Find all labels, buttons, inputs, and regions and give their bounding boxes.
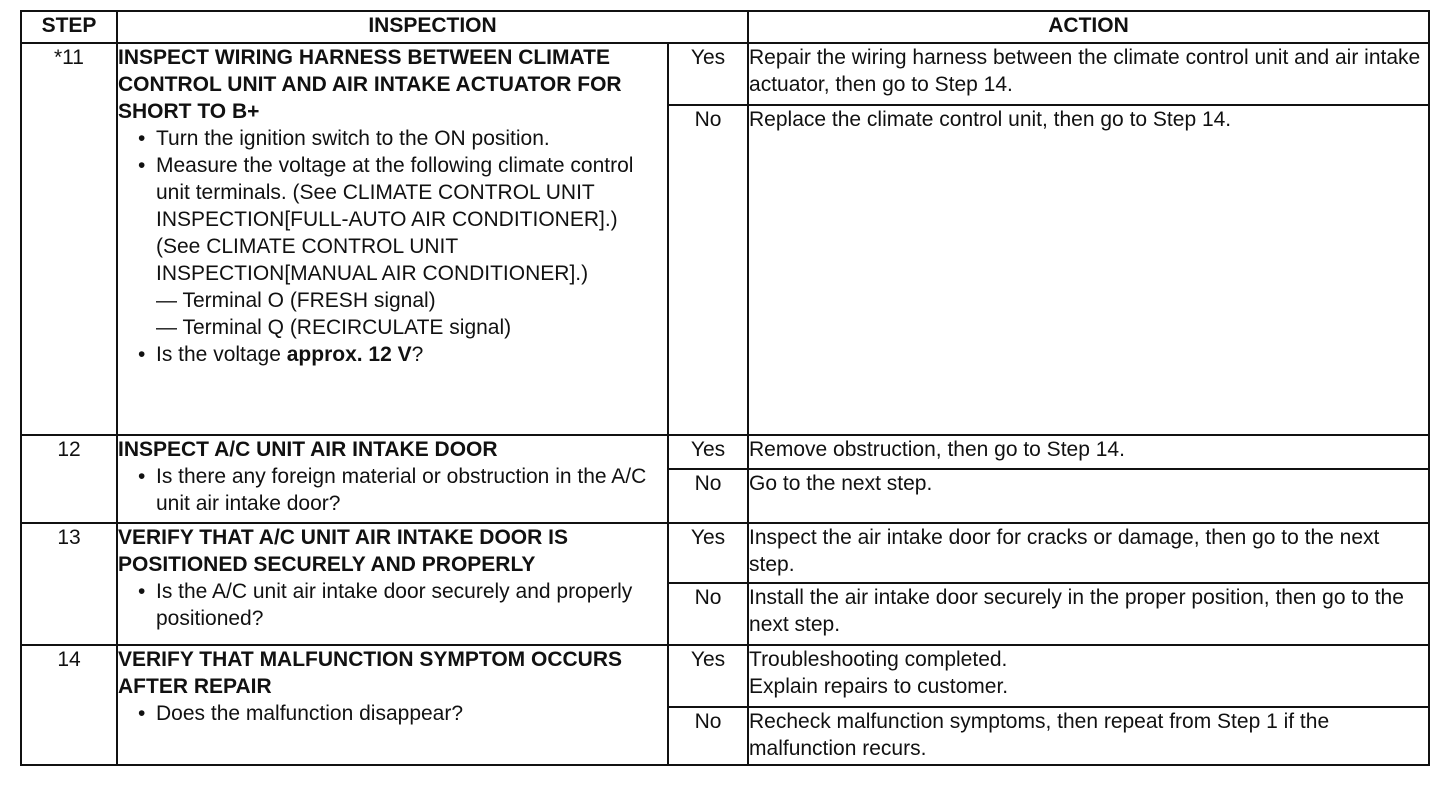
inspection-header: INSPECTION: [117, 11, 748, 43]
header-row: [21, 11, 1429, 43]
yes-label: Yes: [668, 43, 748, 105]
terminal-q-line: — Terminal Q (RECIRCULATE signal): [156, 316, 512, 339]
bullet-text: Measure the voltage at the following climate control unit terminals. (See CLIMATE CONTROL UNIT INSPECTION[FULL-AUTO AIR CONDITIONER].) (See CLIMATE CONTROL UNIT INSPECTION[MANUAL AIR CONDITIONER].): [156, 154, 634, 285]
step-number: 12: [21, 435, 117, 523]
bullet-item: [138, 341, 667, 368]
inspection-cell: [117, 43, 668, 435]
inspection-bullets: [118, 463, 667, 517]
terminal-o-line: — Terminal O (FRESH signal): [156, 289, 436, 312]
yes-label: Yes: [668, 523, 748, 583]
inspection-bullets: [118, 125, 667, 368]
yes-action-line: Explain repairs to customer.: [749, 675, 1009, 698]
no-action: Install the air intake door securely in the proper position, then go to the next step.: [748, 583, 1429, 645]
bullet-item: • Is there any foreign material or obstruction in the A/C unit air intake door?: [138, 463, 667, 517]
no-action: Go to the next step.: [748, 469, 1429, 523]
yes-label: Yes: [668, 435, 748, 469]
step-number: 14: [21, 645, 117, 765]
voltage-value: approx. 12 V: [286, 343, 412, 366]
inspection-cell: [117, 435, 668, 523]
yes-action: Remove obstruction, then go to Step 14.: [748, 435, 1429, 469]
no-label: No: [668, 707, 748, 765]
table-row: [21, 523, 1429, 583]
table-row: [21, 43, 1429, 105]
table-row: [21, 435, 1429, 469]
no-label: No: [668, 583, 748, 645]
yes-action-line: Troubleshooting completed.: [749, 648, 1008, 671]
no-action: Replace the climate control unit, then go to Step 14.: [748, 105, 1429, 435]
bullet-item: [138, 152, 667, 341]
step-number: *11: [21, 43, 117, 435]
no-label: No: [668, 105, 748, 435]
bullet-item: • Is the A/C unit air intake door securely and properly positioned?: [138, 578, 667, 632]
step-number: 13: [21, 523, 117, 645]
inspection-bullets: [118, 578, 667, 632]
yes-action: [748, 645, 1429, 707]
no-label: No: [668, 469, 748, 523]
bullet-text-end: ?: [411, 343, 424, 366]
bullet-text: Is the voltage: [156, 343, 287, 366]
step-header: STEP: [21, 11, 117, 43]
yes-action: Inspect the air intake door for cracks or damage, then go to the next step.: [748, 523, 1429, 583]
inspection-cell: [117, 645, 668, 765]
no-action: Recheck malfunction symptoms, then repeat from Step 1 if the malfunction recurs.: [748, 707, 1429, 765]
yes-label: Yes: [668, 645, 748, 707]
action-header: ACTION: [748, 11, 1429, 43]
inspection-title: VERIFY THAT A/C UNIT AIR INTAKE DOOR IS POSITIONED SECURELY AND PROPERLY: [118, 526, 568, 576]
inspection-title: VERIFY THAT MALFUNCTION SYMPTOM OCCURS AFTER REPAIR: [118, 648, 622, 698]
bullet-item: • Does the malfunction disappear?: [138, 700, 667, 727]
inspection-bullets: [118, 700, 667, 727]
table-row: [21, 645, 1429, 707]
inspection-title: INSPECT WIRING HARNESS BETWEEN CLIMATE CONTROL UNIT AND AIR INTAKE ACTUATOR FOR SHORT TO B+: [118, 46, 622, 123]
troubleshooting-table: [20, 10, 1430, 766]
yes-action: Repair the wiring harness between the climate control unit and air intake actuator, then go to Step 14.: [748, 43, 1429, 105]
inspection-cell: [117, 523, 668, 645]
inspection-title: INSPECT A/C UNIT AIR INTAKE DOOR: [118, 438, 498, 461]
bullet-item: • Turn the ignition switch to the ON position.: [138, 125, 667, 152]
